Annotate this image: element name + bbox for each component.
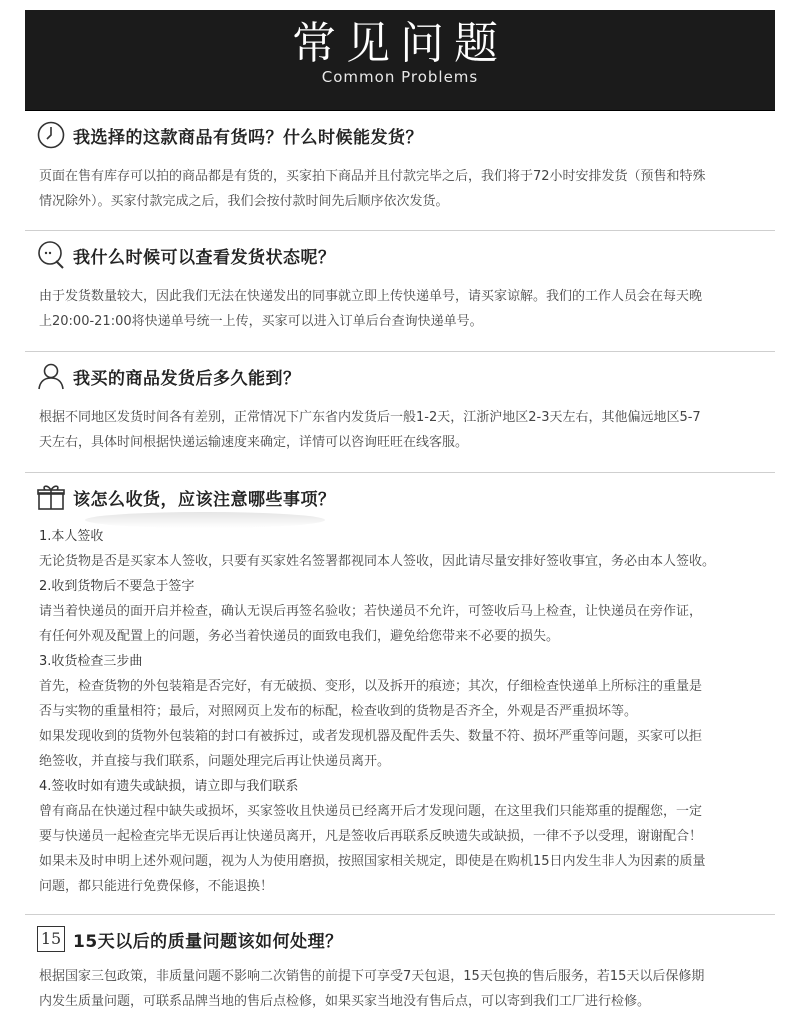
faq-question-text: 该怎么收货，应该注意哪些事项？ <box>73 489 336 510</box>
answer-line: 曾有商品在快递过程中缺失或损坏，买家签收且快递员已经离开后才发现问题，在这里我们只能郑重的提醒您，一定 <box>39 804 703 819</box>
answer-line: 根据国家三包政策，非质量问题不影响二次销售的前提下可享受7天包退，15天包换的售后服务，若15天以后保修期 <box>39 969 705 984</box>
answer-line: 问题，都只能进行免费保修，不能退换！ <box>39 879 274 894</box>
faq-section-4 <box>25 480 775 910</box>
header-banner <box>25 10 775 111</box>
page-title: 常见问题 <box>292 18 508 69</box>
subheading: 1.本人签收 <box>39 529 104 544</box>
answer-line: 如果发现收到的货物外包装箱的封口有被拆过，或者发现机器及配件丢失、数量不符、损坏严重等问题，买家可以拒 <box>39 729 703 744</box>
subheading: 3.收货检查三步曲 <box>39 654 143 669</box>
faq-question-1 <box>35 118 423 152</box>
faq-question-4 <box>35 480 336 514</box>
answer-line: 有任何外观及配置上的问题，务必当着快递员的面致电我们，避免给您带来不必要的损失。 <box>39 629 560 644</box>
faq-question-5 <box>35 922 343 956</box>
answer-line: 天左右，具体时间根据快递运输速度来确定，详情可以咨询旺旺在线客服。 <box>39 435 469 450</box>
faq-section-1 <box>25 118 775 230</box>
faq-question-2 <box>35 238 336 272</box>
answer-line: 根据不同地区发货时间各有差别，正常情况下广东省内发货后一般1-2天，江浙沪地区2-3天左右，其他偏远地区5-7 <box>39 410 701 425</box>
faq-answer-3 <box>39 405 761 455</box>
fifteen-icon <box>35 923 67 955</box>
faq-answer-2 <box>39 284 761 334</box>
answer-line: 否与实物的重量相符；最后，对照网页上发布的标配，检查收到的货物是否齐全，外观是否严重损坏等。 <box>39 704 638 719</box>
answer-line: 如果未及时申明上述外观问题，视为人为使用磨损，按照国家相关规定，即使是在购机15日内发生非人为因素的质量 <box>39 854 706 869</box>
answer-line: 请当着快递员的面开启并检查，确认无误后再签名验收；若快递员不允许，可签收后马上检查，让快递员在旁作证， <box>39 604 703 619</box>
section-divider <box>25 351 775 352</box>
page-subtitle: Common Problems <box>321 68 479 86</box>
faq-question-text: 我什么时候可以查看发货状态呢？ <box>73 247 336 268</box>
fifteen-icon-label: 15 <box>37 926 65 952</box>
faq-section-5 <box>25 922 775 1020</box>
clock-icon <box>35 119 67 151</box>
answer-line: 绝签收，并直接与我们联系，问题处理完后再让快递员离开。 <box>39 754 391 769</box>
answer-line: 内发生质量问题，可联系品牌当地的售后点检修，如果买家当地没有售后点，可以寄到我们工厂进行检修。 <box>39 994 651 1009</box>
answer-line: 首先，检查货物的外包装箱是否完好，有无破损、变形，以及拆开的痕迹；其次，仔细检查快递单上所标注的重量是 <box>39 679 703 694</box>
faq-section-2 <box>25 238 775 350</box>
gift-icon <box>35 481 67 513</box>
faq-answer-5 <box>39 964 761 1014</box>
answer-line: 情况除外）。买家付款完成之后，我们会按付款时间先后顺序依次发货。 <box>39 194 449 209</box>
faq-answer-4 <box>39 524 761 899</box>
section-divider <box>25 230 775 231</box>
faq-answer-1 <box>39 164 761 214</box>
search-chat-icon <box>35 239 67 271</box>
faq-question-text: 我买的商品发货后多久能到？ <box>73 368 301 389</box>
faq-question-3 <box>35 359 301 393</box>
section-divider <box>25 472 775 473</box>
answer-line: 上20:00-21:00将快递单号统一上传，买家可以进入订单后台查询快递单号。 <box>39 314 483 329</box>
section-divider <box>25 914 775 915</box>
answer-line: 由于发货数量较大，因此我们无法在快递发出的同事就立即上传快递单号，请买家谅解。我们的工作人员会在每天晚 <box>39 289 703 304</box>
faq-section-3 <box>25 359 775 471</box>
subheading: 2.收到货物后不要急于签字 <box>39 579 195 594</box>
subheading: 4.签收时如有遗失或缺损，请立即与我们联系 <box>39 779 299 794</box>
faq-question-text: 我选择的这款商品有货吗？什么时候能发货？ <box>73 127 423 148</box>
person-icon <box>35 360 67 392</box>
answer-line: 要与快递员一起检查完毕无误后再让快递员离开，凡是签收后再联系反映遗失或缺损，一律不予以受理，谢谢配合！ <box>39 829 703 844</box>
answer-line: 无论货物是否是买家本人签收，只要有买家姓名签署都视同本人签收，因此请尽量安排好签收事宜，务必由本人签收。 <box>39 554 716 569</box>
answer-line: 页面在售有库存可以拍的商品都是有货的，买家拍下商品并且付款完毕之后，我们将于72小时安排发货（预售和特殊 <box>39 169 706 184</box>
faq-question-text: 15天以后的质量问题该如何处理？ <box>73 931 343 952</box>
